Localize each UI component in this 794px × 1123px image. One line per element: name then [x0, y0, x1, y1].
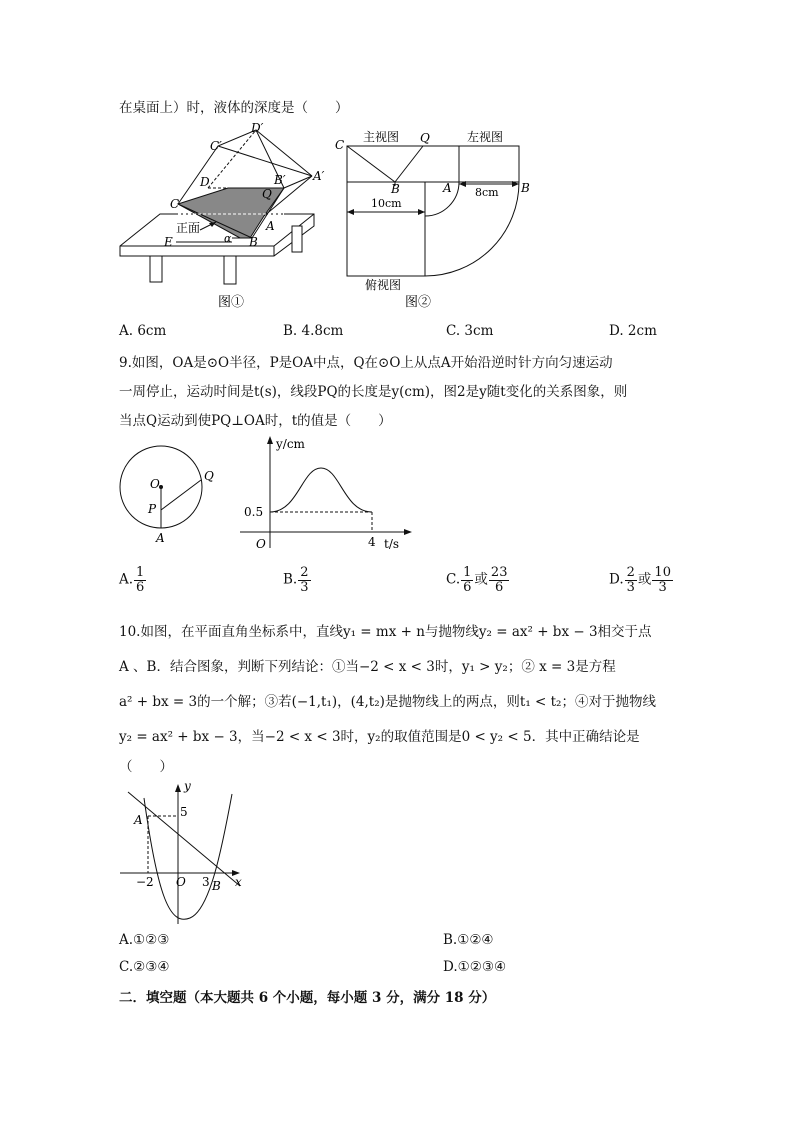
q8-option-a[interactable]: A. 6cm [119, 323, 167, 339]
section-2-heading: 二．填空题（本大题共 6 个小题，每小题 3 分，满分 18 分） [119, 990, 496, 1006]
q10-option-d[interactable]: D.①②③④ [443, 959, 507, 975]
q10-coordinate-graph [118, 778, 250, 926]
point-A: A [134, 813, 143, 827]
label-Q: Q [420, 131, 430, 145]
label-Cp: C′ [210, 139, 222, 153]
label-C: C [335, 138, 345, 152]
len-8cm: 8cm [475, 186, 499, 199]
label-Bp: B′ [274, 173, 286, 187]
y-axis-label: y [184, 779, 191, 793]
q8-option-d[interactable]: D. 2cm [609, 323, 657, 339]
label-C: C [170, 197, 180, 211]
label-A: A [266, 219, 275, 233]
label-A: A [443, 181, 452, 195]
label-B-right: B [521, 181, 530, 195]
top-view-label: 俯视图 [365, 278, 402, 292]
q8-option-b[interactable]: B. 4.8cm [283, 323, 344, 339]
label-front: 正面 [176, 221, 201, 235]
origin-label: O [176, 875, 186, 889]
q10-option-a[interactable]: A.①②③ [119, 932, 170, 948]
q10-line-2: A 、B．结合图象，判断下列结论：①当−2 < x < 3时，y₁ > y₂；② x = 3是方程 [119, 659, 616, 675]
len-10cm: 10cm [371, 197, 402, 210]
y-axis-label: y/cm [276, 437, 305, 451]
label-O: O [150, 477, 160, 491]
q9-circle-figure [112, 438, 222, 548]
x-tick-3: 3 [202, 875, 210, 889]
label-A: A [156, 531, 165, 545]
label-Ap: A′ [313, 169, 325, 183]
label-D: D [200, 175, 210, 189]
q9-option-d[interactable]: D. $\frac{2}{3}$ 或 $\frac{10}{3}$ [609, 565, 671, 595]
q10-option-c[interactable]: C.②③④ [119, 959, 170, 975]
q9-option-c[interactable]: C. $\frac{1}{6}$ 或 $\frac{23}{6}$ [446, 565, 508, 595]
label-P: P [148, 502, 157, 516]
q9-line-3: 当点Q运动到使PQ⊥OA时，t的值是（ ） [119, 413, 392, 429]
label-Q: Q [204, 469, 214, 483]
origin-label: O [256, 537, 266, 551]
label-Q: Q [262, 187, 272, 201]
figure-2-three-views [335, 126, 550, 313]
q9-line-1: 9.如图，OA是⊙O半径，P是OA中点，Q在⊙O上从点A开始沿逆时针方向匀速运动 [119, 355, 613, 371]
q10-line-3: a² + bx = 3的一个解；③若(−1,t₁)，(4,t₂)是抛物线上的两点，则t₁ < t₂；④对于抛物线 [119, 694, 656, 710]
t-tick-4: 4 [368, 535, 376, 549]
x-tick-neg2: −2 [136, 875, 154, 889]
y-tick-0.5: 0.5 [244, 505, 264, 519]
front-view-label: 主视图 [363, 130, 400, 144]
left-view-label: 左视图 [467, 130, 504, 144]
q10-line-4: y₂ = ax² + bx − 3，当−2 < x < 3时，y₂的取值范围是0 < y₂ < 5．其中正确结论是 [119, 729, 640, 745]
q9-option-a[interactable]: A. $\frac{1}{6}$ [119, 565, 145, 595]
figure-1-caption: 图① [218, 295, 245, 310]
label-Dp: D′ [251, 121, 264, 135]
figure-1-prism-on-table [112, 118, 327, 313]
q10-line-1: 10.如图，在平面直角坐标系中，直线y₁ = mx + n与抛物线y₂ = ax² + bx − 3相交于点 [119, 624, 652, 640]
figure-2-caption: 图② [405, 295, 432, 310]
q10-line-5: （ ） [119, 759, 173, 775]
q9-option-b[interactable]: B. $\frac{2}{3}$ [283, 565, 309, 595]
point-B: B [212, 879, 221, 893]
y-tick-5: 5 [180, 805, 188, 819]
label-B: B [249, 235, 258, 249]
q10-option-b[interactable]: B.①②④ [443, 932, 494, 948]
q9-function-graph [236, 434, 416, 552]
label-E: E [164, 235, 173, 249]
label-alpha: α [224, 232, 232, 245]
t-axis-label: t/s [384, 537, 400, 551]
x-axis-label: x [235, 875, 242, 889]
label-B: B [391, 182, 400, 196]
q8-option-c[interactable]: C. 3cm [446, 323, 494, 339]
question-8-stem-tail: 在桌面上）时，液体的深度是（ ） [119, 100, 349, 116]
q9-line-2: 一周停止，运动时间是t(s)，线段PQ的长度是y(cm)，图2是y随t变化的关系图象，则 [119, 384, 628, 400]
